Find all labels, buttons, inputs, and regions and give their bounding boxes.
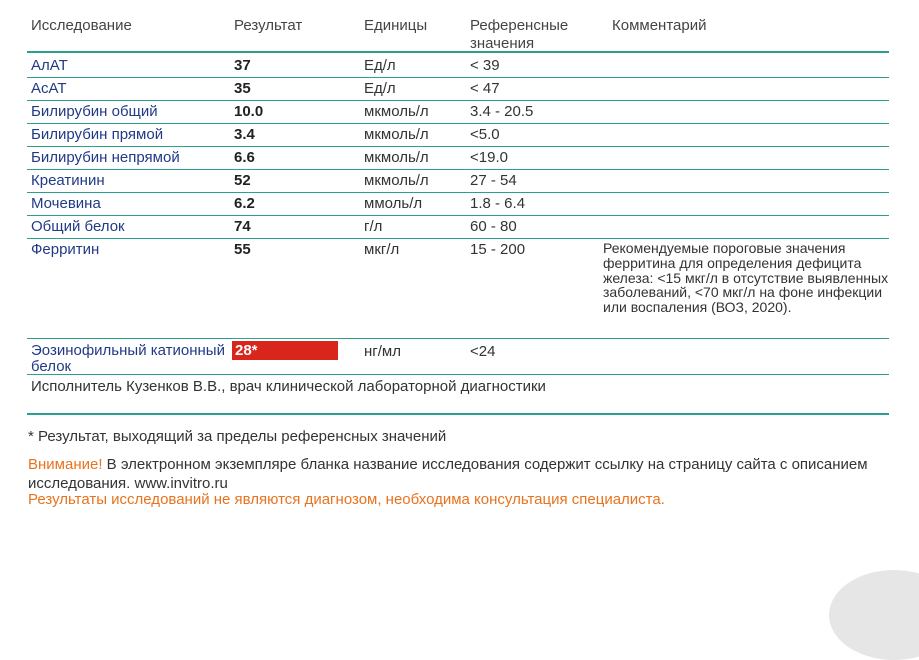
row-name: Билирубин прямой [31,126,164,143]
section-rule [27,413,889,415]
row-ref: 1.8 - 6.4 [470,195,526,212]
table-row [0,146,919,169]
performer-line: Исполнитель Кузенков В.В., врач клинической лабораторной диагностики [31,378,546,395]
header-study: Исследование [31,17,132,34]
table-row [0,77,919,100]
header-reference-line2: значения [470,35,535,52]
row-name: Креатинин [31,172,105,189]
row-ref: 60 - 80 [470,218,517,235]
row-ref: < 39 [470,57,500,74]
header-rule [27,51,889,53]
row-result: 35 [234,80,251,97]
flagged-row-ref: <24 [470,343,496,360]
row-unit: г/л [364,218,383,235]
row-ref: <19.0 [470,149,508,166]
header-reference-line1: Референсные [470,17,569,34]
page-corner-shadow [829,570,919,660]
row-unit: мкмоль/л [364,149,429,166]
row-name: АлАТ [31,57,68,74]
row-unit: мкмоль/л [364,172,429,189]
row-name: Ферритин [31,241,100,258]
row-result: 10.0 [234,103,264,120]
table-row [0,215,919,238]
row-name: Билирубин непрямой [31,149,180,166]
flagged-row-name: Эозинофильный катионный белок [31,342,225,375]
footnote: * Результат, выходящий за пределы референсных значений [28,428,447,445]
row-ref: 3.4 - 20.5 [470,103,534,120]
row-name: Мочевина [31,195,101,212]
row-ref: 15 - 200 [470,241,526,258]
row-unit: Ед/л [364,57,396,74]
row-name: Билирубин общий [31,103,158,120]
header-result: Результат [234,17,303,34]
row-unit: Ед/л [364,80,396,97]
row-unit: мкг/л [364,241,400,258]
table-row [0,54,919,77]
disclaimer: Результаты исследований не являются диагнозом, необходима консультация специалиста. [28,491,665,508]
row-unit: ммоль/л [364,195,423,212]
header-comment: Комментарий [612,17,707,34]
row-unit: мкмоль/л [364,103,429,120]
row-result: 37 [234,57,251,74]
table-row [0,169,919,192]
row-name: Общий белок [31,218,125,235]
table-row [0,192,919,215]
table-row [0,123,919,146]
row-result: 6.6 [234,149,255,166]
row-ref: <5.0 [470,126,500,143]
row-name: АсАТ [31,80,67,97]
row-divider [27,374,889,375]
out-of-range-result-badge: 28* [232,341,338,360]
table-row [0,100,919,123]
flagged-row-unit: нг/мл [364,343,401,360]
header-units: Единицы [364,17,428,34]
row-ref: < 47 [470,80,500,97]
ferritin-comment: Рекомендуемые пороговые значения ферритина для определения дефицита железа: <15 мкг/л в отсутствие выявленных заболеваний, <70 мкг/л на фоне инфекции или воспаления (ВОЗ, 2020). [603,240,889,316]
row-result: 74 [234,218,251,235]
row-ref: 27 - 54 [470,172,517,189]
row-divider [27,338,889,339]
row-result: 55 [234,241,251,258]
row-unit: мкмоль/л [364,126,429,143]
row-result: 52 [234,172,251,189]
row-result: 6.2 [234,195,255,212]
row-result: 3.4 [234,126,255,143]
attention-word: Внимание! [28,456,103,473]
notice-text: В электронном экземпляре бланка название исследования содержит ссылку на страницу сайта с описанием исследования. www.invitro.ru [28,456,868,492]
notice-paragraph [28,455,898,493]
